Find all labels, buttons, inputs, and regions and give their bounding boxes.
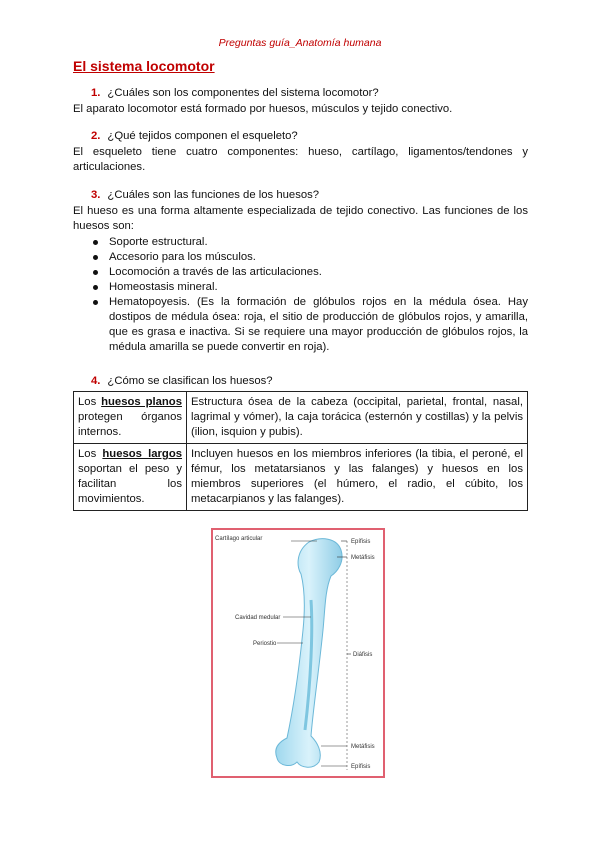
table-cell-type [74,392,187,444]
label-metafisis-top: Metáfisis [351,555,375,561]
list-item: Accesorio para los músculos. [91,250,528,265]
label-cavidad: Cavidad medular [235,615,281,621]
answer-3: El hueso es una forma altamente especializada de tejido conectivo. Las funciones de los huesos son: [73,205,528,232]
question-text: ¿Cuáles son las funciones de los huesos? [107,189,320,201]
list-item: Hematopoyesis. (Es la formación de glóbulos rojos en la médula ósea. Hay dostipos de médula ósea: roja, el sitio de producción de glóbulos rojos, y amarilla, que es grasa e inactiva. Si se requiere una mayor producción de glóbulos rojos, la médula amarilla se puede convertir en roja). [91,295,528,355]
question-text: ¿Cuáles son los componentes del sistema locomotor? [107,87,379,99]
cell-text: protegen órganos internos. [78,411,182,438]
question-number: 1. [91,87,101,99]
question-number: 4. [91,375,101,387]
answer-2: El esqueleto tiene cuatro componentes: hueso, cartílago, ligamentos/tendones y articulaciones. [73,146,528,173]
list-item: Locomoción a través de las articulaciones. [91,265,528,280]
question-text: ¿Qué tejidos componen el esqueleto? [107,130,298,142]
page-header: Preguntas guía_Anatomía humana [218,37,382,49]
table-row [74,444,528,511]
label-metafisis-bottom: Metáfisis [351,744,375,750]
answer-1: El aparato locomotor está formado por huesos, músculos y tejido conectivo. [73,103,453,115]
table-cell-description: Incluyen huesos en los miembros inferiores (la tibia, el peroné, el fémur, los metatarsianos y las falanges) y huesos en los miembros superiores (el húmero, el radio, el cúbito, los metacarpianos y las falanges). [187,444,528,511]
question-number: 3. [91,189,101,201]
functions-list [91,235,528,355]
list-item: Homeostasis mineral. [91,280,528,295]
section-title: El sistema locomotor [73,58,215,74]
label-epifisis-top: Epífisis [351,539,371,545]
question-1 [91,86,379,101]
question-2 [91,129,298,144]
cell-text: Los [78,448,103,460]
table-row [74,392,528,444]
long-bone-figure [211,528,385,778]
cell-text: soportan el peso y facilitan los movimientos. [78,463,182,505]
label-cartilago: Cartílago articular [215,536,263,542]
table-cell-description: Estructura ósea de la cabeza (occipital, parietal, frontal, nasal, lagrimal y vómer), la caja torácica (esternón y costillas) y la pelvis (ilion, isquion y pubis). [187,392,528,444]
label-epifisis-bottom: Epífisis [351,764,371,770]
table-cell-type [74,444,187,511]
femur-illustration [213,530,383,776]
femur-shape [276,539,342,768]
cell-text: Los [78,396,102,408]
bone-type-term: huesos largos [102,448,183,460]
question-text: ¿Cómo se clasifican los huesos? [107,375,273,387]
list-item: Soporte estructural. [91,235,528,250]
question-3 [91,188,319,203]
question-4 [91,374,273,389]
bone-classification-table [73,391,528,511]
label-diafisis: Diáfisis [353,652,373,658]
label-periostio: Periostio [253,641,277,647]
question-number: 2. [91,130,101,142]
bone-type-term: huesos planos [101,396,182,408]
